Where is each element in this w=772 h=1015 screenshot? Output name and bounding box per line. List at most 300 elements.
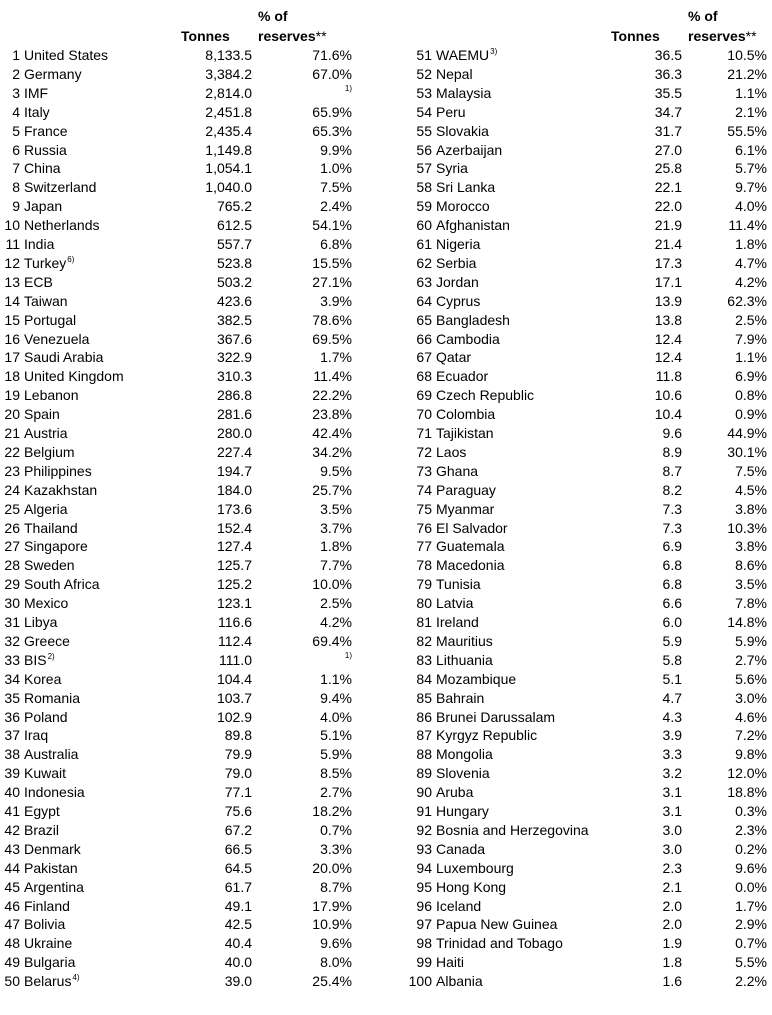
country-name: Syria: [436, 160, 468, 177]
country-name: Canada: [436, 840, 486, 857]
country-name: El Salvador: [436, 519, 508, 536]
country-cell: [436, 651, 493, 670]
pct-reserves-cell: 1.8%: [320, 538, 352, 555]
pct-footnote-marker: 1): [344, 650, 352, 660]
pct-reserves-cell: 3.5%: [735, 576, 767, 593]
rank-cell: 45: [4, 878, 20, 895]
country-cell: [436, 802, 489, 821]
rank-cell: 25: [4, 500, 20, 517]
tonnes-cell: 36.5: [654, 47, 682, 63]
pct-reserves-cell: 8.7%: [320, 878, 352, 895]
country-name: Cyprus: [436, 292, 481, 309]
country-name: Finland: [24, 897, 70, 914]
tonnes-cell: 123.1: [216, 595, 252, 612]
country-name: BIS: [24, 651, 47, 668]
country-name: Tajikistan: [436, 425, 494, 441]
country-name: Kyrgyz Republic: [436, 727, 538, 744]
pct-reserves-cell: 11.4%: [313, 368, 352, 385]
table-row: [0, 670, 772, 689]
right-tonnes-header: Tonnes: [611, 28, 660, 44]
tonnes-cell: 79.0: [224, 765, 252, 782]
country-name: Russia: [24, 141, 67, 158]
pct-reserves-cell: 1.1%: [735, 84, 767, 101]
table-row: [0, 122, 772, 141]
country-name: Colombia: [436, 406, 496, 423]
rank-cell: 98: [416, 935, 432, 952]
table-row: [0, 273, 772, 292]
pct-reserves-cell: 9.7%: [735, 179, 767, 196]
country-cell: [436, 670, 516, 689]
rank-cell: 50: [4, 973, 20, 990]
table-row: [0, 311, 772, 330]
country-name: Spain: [24, 406, 60, 423]
pct-reserves-cell: 42.4%: [312, 425, 352, 441]
footnote-marker: 2): [47, 651, 55, 661]
pct-reserves-cell: 25.7%: [312, 481, 352, 498]
rank-cell: 74: [416, 481, 432, 498]
tonnes-cell: 5.8: [662, 651, 682, 668]
tonnes-cell: 2.0: [662, 916, 682, 933]
pct-reserves-cell: 7.7%: [320, 557, 352, 574]
tonnes-cell: 3.3: [662, 746, 682, 763]
tonnes-cell: 77.1: [224, 784, 252, 801]
country-name: Lebanon: [24, 387, 79, 404]
tonnes-cell: 1.8: [662, 954, 682, 971]
pct-reserves-cell: 4.7%: [735, 254, 767, 271]
pct-reserves-cell: 1.1%: [320, 670, 352, 687]
pct-reserves-cell: 7.2%: [735, 727, 767, 744]
table-row: [0, 481, 772, 500]
pct-reserves-cell: 1.1%: [735, 349, 767, 366]
country-name: Egypt: [24, 803, 60, 819]
rank-cell: 19: [4, 387, 20, 404]
table-row: [0, 462, 772, 481]
pct-reserves-cell: 3.9%: [320, 292, 352, 309]
rank-cell: 10: [4, 217, 20, 234]
table-row: [0, 934, 772, 953]
country-name: Thailand: [24, 519, 78, 536]
rank-cell: 73: [416, 462, 432, 479]
tonnes-cell: 286.8: [216, 387, 252, 404]
tonnes-cell: 227.4: [216, 443, 252, 460]
pct-reserves-cell: 71.6%: [312, 47, 352, 63]
country-name: Greece: [24, 632, 70, 649]
rank-cell: 2: [12, 65, 20, 82]
country-cell: [436, 443, 466, 462]
pct-reserves-cell: 20.0%: [312, 859, 352, 876]
rank-cell: 77: [416, 538, 432, 555]
rank-cell: 96: [416, 897, 432, 914]
country-cell: [436, 821, 589, 840]
tonnes-cell: 3.9: [662, 727, 682, 744]
pct-reserves-cell: 1.8%: [735, 236, 767, 252]
country-cell: [436, 953, 464, 972]
pct-reserves-cell: 55.5%: [727, 122, 767, 139]
rank-cell: 40: [4, 784, 20, 801]
tonnes-cell: 1.6: [662, 973, 682, 990]
tonnes-cell: 111.0: [219, 651, 252, 668]
country-name: Iraq: [24, 727, 49, 744]
tonnes-cell: 1,149.8: [205, 141, 252, 158]
country-name: Belarus: [24, 973, 72, 990]
rank-cell: 59: [416, 198, 432, 215]
tonnes-cell: 3.2: [662, 765, 682, 782]
tonnes-cell: 27.0: [654, 141, 682, 158]
table-row: [0, 367, 772, 386]
tonnes-cell: 765.2: [216, 198, 252, 215]
tonnes-cell: 61.7: [224, 878, 252, 895]
table-row: [0, 537, 772, 556]
tonnes-cell: 7.3: [662, 500, 682, 517]
right-pct-header-line1: % of: [688, 8, 718, 24]
pct-reserves-cell: 2.7%: [320, 784, 352, 801]
tonnes-cell: 6.8: [662, 557, 682, 574]
country-name: Guatemala: [436, 538, 505, 555]
rank-cell: 75: [416, 500, 432, 517]
country-cell: [436, 726, 537, 745]
tonnes-cell: 2.3: [662, 859, 682, 876]
country-cell: [436, 424, 494, 443]
rank-cell: 67: [416, 349, 432, 366]
table-row: [0, 84, 772, 103]
country-name: Lithuania: [436, 651, 493, 668]
tonnes-cell: 5.9: [662, 632, 682, 649]
tonnes-cell: 8.7: [662, 462, 682, 479]
country-cell: [436, 500, 494, 519]
country-name: Myanmar: [436, 500, 495, 517]
rank-cell: 36: [4, 708, 20, 725]
country-name: Ghana: [436, 462, 479, 479]
tonnes-cell: 13.8: [654, 311, 682, 328]
pct-reserves-cell: 9.5%: [320, 462, 352, 479]
rank-cell: 35: [4, 689, 20, 706]
tonnes-cell: 10.4: [654, 406, 682, 423]
country-name: Netherlands: [24, 217, 100, 234]
pct-reserves-cell: 0.7%: [735, 935, 767, 952]
pct-reserves-cell: 54.1%: [312, 217, 352, 234]
country-cell: [436, 859, 514, 878]
rank-cell: 54: [416, 103, 432, 120]
table-row: [0, 764, 772, 783]
country-name: Germany: [24, 65, 82, 82]
pct-reserves-cell: 0.0%: [735, 878, 767, 895]
table-row: [0, 348, 772, 367]
rank-cell: 34: [4, 670, 20, 687]
country-name: France: [24, 122, 68, 139]
tonnes-cell: 49.1: [224, 897, 252, 914]
pct-reserves-cell: 9.6%: [320, 935, 352, 952]
tonnes-cell: 104.4: [216, 670, 252, 687]
pct-reserves-cell: 65.9%: [312, 103, 352, 120]
footnote-marker: 6): [67, 254, 75, 264]
rank-cell: 79: [416, 576, 432, 593]
pct-reserves-cell: 0.7%: [320, 821, 352, 838]
country-name: Pakistan: [24, 859, 78, 876]
rank-cell: 13: [4, 273, 20, 290]
country-cell: [436, 197, 490, 216]
country-name: WAEMU: [436, 47, 490, 63]
tonnes-cell: 36.3: [654, 65, 682, 82]
rank-cell: 16: [4, 330, 20, 347]
rank-cell: 97: [416, 916, 432, 933]
pct-reserves-cell: 2.5%: [320, 595, 352, 612]
table-row: [0, 103, 772, 122]
pct-reserves-cell: 78.6%: [312, 311, 352, 328]
tonnes-cell: 127.4: [216, 538, 252, 555]
country-name: Belgium: [24, 443, 75, 460]
rank-cell: 71: [416, 425, 432, 441]
pct-reserves-cell: 9.8%: [735, 746, 767, 763]
rank-cell: 57: [416, 160, 432, 177]
country-name: Tunisia: [436, 576, 481, 593]
rank-cell: 95: [416, 878, 432, 895]
tonnes-cell: 67.2: [224, 821, 252, 838]
pct-reserves-cell: 4.2%: [320, 614, 352, 630]
rank-cell: 80: [416, 595, 432, 612]
tonnes-cell: 17.1: [654, 273, 682, 290]
table-row: [0, 405, 772, 424]
tonnes-cell: 3.1: [662, 803, 682, 819]
country-name: Bangladesh: [436, 311, 510, 328]
table-row: [0, 726, 772, 745]
table-row: [0, 897, 772, 916]
rank-cell: 12: [4, 254, 20, 271]
rank-cell: 39: [4, 765, 20, 782]
country-name: Papua New Guinea: [436, 916, 558, 933]
pct-reserves-cell: 3.7%: [320, 519, 352, 536]
country-cell: [436, 462, 478, 481]
pct-reserves-cell: 14.8%: [727, 614, 767, 630]
country-cell: [436, 972, 483, 991]
pct-reserves-cell: 3.5%: [320, 500, 352, 517]
tonnes-cell: 3.0: [662, 840, 682, 857]
table-row: [0, 141, 772, 160]
rank-cell: 89: [416, 765, 432, 782]
rank-cell: 82: [416, 632, 432, 649]
country-name: Sri Lanka: [436, 179, 496, 196]
tonnes-cell: 13.9: [654, 292, 682, 309]
pct-reserves-cell: 9.6%: [735, 859, 767, 876]
tonnes-cell: 194.7: [216, 462, 252, 479]
table-row: [0, 65, 772, 84]
pct-reserves-cell: 7.5%: [320, 179, 352, 196]
tonnes-cell: 116.6: [218, 614, 252, 630]
country-name: Mongolia: [436, 746, 493, 763]
pct-reserves-cell: 65.3%: [312, 122, 352, 139]
rank-cell: 83: [416, 651, 432, 668]
tonnes-cell: 280.0: [216, 425, 252, 441]
table-row: [0, 575, 772, 594]
tonnes-cell: 6.9: [662, 538, 682, 555]
rank-cell: 81: [416, 614, 432, 630]
pct-reserves-cell: 8.5%: [320, 765, 352, 782]
rank-cell: 90: [416, 784, 432, 801]
country-name: Bosnia and Herzegovina: [436, 821, 589, 838]
rank-cell: 4: [12, 103, 20, 120]
pct-reserves-cell: 5.7%: [735, 160, 767, 177]
pct-reserves-cell: 10.9%: [312, 916, 352, 933]
country-cell: [436, 915, 557, 934]
country-name: Venezuela: [24, 330, 90, 347]
country-cell: [436, 235, 480, 254]
tonnes-cell: 8.9: [662, 443, 682, 460]
pct-reserves-cell: 34.2%: [312, 443, 352, 460]
tonnes-cell: 31.7: [654, 122, 682, 139]
country-name: Kuwait: [24, 765, 67, 782]
rank-cell: 26: [4, 519, 20, 536]
pct-reserves-cell: 4.2%: [735, 273, 767, 290]
tonnes-cell: 22.1: [654, 179, 682, 196]
table-row: [0, 859, 772, 878]
pct-reserves-cell: 4.0%: [735, 198, 767, 215]
rank-cell: 1: [12, 47, 20, 63]
country-cell: [436, 159, 468, 178]
pct-reserves-cell: 62.3%: [727, 292, 767, 309]
tonnes-cell: 173.6: [216, 500, 252, 517]
rank-cell: 70: [416, 406, 432, 423]
rank-cell: 76: [416, 519, 432, 536]
rank-cell: 22: [4, 443, 20, 460]
pct-reserves-cell: 4.5%: [735, 481, 767, 498]
country-name: Brunei Darussalam: [436, 708, 556, 725]
tonnes-cell: 8.2: [662, 481, 682, 498]
table-row: [0, 330, 772, 349]
table-row: [0, 594, 772, 613]
pct-reserves-cell: 2.9%: [735, 916, 767, 933]
table-row: [0, 292, 772, 311]
tonnes-cell: 2.1: [662, 878, 682, 895]
left-pct-header-line1: % of: [258, 8, 288, 24]
country-name: ECB: [24, 273, 53, 290]
country-name: Macedonia: [436, 557, 505, 574]
rank-cell: 27: [4, 538, 20, 555]
pct-reserves-cell: 6.1%: [735, 141, 767, 158]
rank-cell: 48: [4, 935, 20, 952]
table-row: [0, 424, 772, 443]
tonnes-cell: 75.6: [224, 803, 252, 819]
rank-cell: 14: [4, 292, 20, 309]
tonnes-cell: 112.4: [218, 632, 252, 649]
tonnes-cell: 1,054.1: [205, 160, 252, 177]
pct-reserves-cell: 2.5%: [735, 311, 767, 328]
country-name: Czech Republic: [436, 387, 535, 404]
country-cell: [436, 405, 495, 424]
table-row: [0, 821, 772, 840]
country-name: Singapore: [24, 538, 88, 555]
rank-cell: 17: [4, 349, 20, 366]
pct-reserves-cell: 4.0%: [320, 708, 352, 725]
rank-cell: 52: [416, 65, 432, 82]
tonnes-cell: 102.9: [216, 708, 252, 725]
country-name: Serbia: [436, 254, 477, 271]
country-cell: [436, 386, 534, 405]
country-cell: [436, 216, 510, 235]
rank-cell: 37: [4, 727, 20, 744]
country-name: United States: [24, 47, 109, 63]
country-name: Afghanistan: [436, 217, 510, 234]
rank-cell: 100: [408, 973, 432, 990]
rank-cell: 21: [4, 425, 20, 441]
tonnes-cell: 35.5: [654, 84, 682, 101]
pct-reserves-cell: 44.9%: [727, 425, 767, 441]
tonnes-cell: 2,814.0: [205, 84, 252, 101]
tonnes-cell: 40.0: [224, 954, 252, 971]
country-name: Algeria: [24, 500, 68, 517]
pct-reserves-cell: 3.8%: [735, 538, 767, 555]
rank-cell: 3: [12, 84, 20, 101]
country-name: Latvia: [436, 595, 474, 612]
tonnes-cell: 64.5: [224, 859, 252, 876]
country-name: Korea: [24, 670, 62, 687]
tonnes-cell: 1.9: [662, 935, 682, 952]
country-name: Cambodia: [436, 330, 500, 347]
table-row: [0, 802, 772, 821]
country-name: Ecuador: [436, 368, 489, 385]
country-name: United Kingdom: [24, 368, 124, 385]
rank-cell: 68: [416, 368, 432, 385]
rank-cell: 49: [4, 954, 20, 971]
right-pct-header-line2: [688, 28, 757, 44]
rank-cell: 20: [4, 406, 20, 423]
tonnes-cell: 423.6: [216, 292, 252, 309]
rank-cell: 58: [416, 179, 432, 196]
rank-cell: 88: [416, 746, 432, 763]
country-cell: [436, 311, 510, 330]
rank-cell: 29: [4, 576, 20, 593]
rank-cell: 47: [4, 916, 20, 933]
tonnes-cell: 17.3: [654, 254, 682, 271]
pct-reserves-cell: 5.6%: [735, 670, 767, 687]
right-pct-header-label: reserves: [688, 28, 746, 44]
country-cell: [436, 689, 484, 708]
country-name: Azerbaijan: [436, 141, 503, 158]
country-name: Jordan: [436, 273, 479, 290]
rank-cell: 44: [4, 859, 20, 876]
rank-cell: 60: [416, 217, 432, 234]
pct-reserves-cell: 8.6%: [735, 557, 767, 574]
country-cell: [436, 330, 500, 349]
left-tonnes-header: Tonnes: [181, 28, 230, 44]
rank-cell: 5: [12, 122, 20, 139]
table-row: [0, 972, 772, 991]
tonnes-cell: 2,451.8: [205, 103, 252, 120]
country-cell: [436, 783, 473, 802]
country-name: Qatar: [436, 349, 472, 366]
country-name: Bulgaria: [24, 954, 76, 971]
rank-cell: 65: [416, 311, 432, 328]
table-row: [0, 708, 772, 727]
country-name: Albania: [436, 973, 483, 990]
country-name: Iceland: [436, 897, 482, 914]
pct-reserves-cell: 4.6%: [735, 708, 767, 725]
rank-cell: 8: [12, 179, 20, 196]
country-cell: [436, 878, 506, 897]
country-name: Mexico: [24, 595, 69, 612]
country-cell: [436, 103, 466, 122]
country-name: Peru: [436, 103, 466, 120]
country-cell: [436, 897, 481, 916]
pct-reserves-cell: 30.1%: [727, 443, 767, 460]
rank-cell: 91: [416, 803, 432, 819]
tonnes-cell: 125.2: [216, 576, 252, 593]
pct-footnote-marker: 1): [344, 83, 352, 93]
pct-reserves-cell: 6.9%: [735, 368, 767, 385]
pct-reserves-cell: 69.4%: [312, 632, 352, 649]
country-name: Malaysia: [436, 84, 492, 101]
pct-reserves-cell: 1.7%: [320, 349, 352, 366]
country-name: Portugal: [24, 311, 77, 328]
tonnes-cell: 34.7: [654, 103, 682, 120]
